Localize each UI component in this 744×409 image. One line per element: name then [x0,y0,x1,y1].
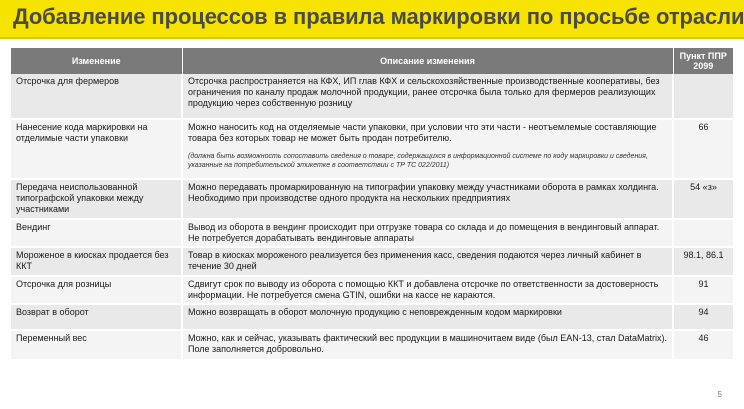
change-cell: Вендинг [11,219,182,247]
point-cell: 46 [673,330,733,360]
description-cell [182,304,673,330]
change-cell: Отсрочка для розницы [11,276,182,304]
table-row [11,247,733,276]
changes-table [11,48,733,361]
page-number: 5 [717,390,722,399]
change-cell: Отсрочка для фермеров [11,74,182,119]
description-cell [182,276,673,304]
description-cell [182,330,673,360]
description-cell [182,74,673,119]
description-text: Можно возвращать в оборот молочную продукцию с неповрежденным кодом маркировки [188,307,562,317]
table-row [11,119,733,179]
table-row [11,74,733,119]
description-note: (должна быть возможность сопоставить сведения о товаре, содержащихся в информационной системе по коду маркировки и сведения, указанные на потребительской этикетке в соответствии с ТР ТС 022/2011) [188,153,648,169]
table-row [11,276,733,304]
description-cell [182,247,673,276]
point-cell [673,74,733,119]
table-row [11,304,733,330]
table-row [11,219,733,247]
description-cell [182,119,673,179]
title-bar [0,0,744,39]
change-cell: Мороженое в киосках продается без ККТ [11,247,182,276]
table-header-row [11,48,733,74]
point-cell: 66 [673,119,733,179]
table-row [11,330,733,360]
point-cell: 54 «з» [673,179,733,219]
change-cell: Возврат в оборот [11,304,182,330]
point-cell: 94 [673,304,733,330]
header-change: Изменение [11,48,182,74]
page-title: Добавление процессов в правила маркировки по просьбе отрасли [13,4,744,29]
change-cell: Переменный вес [11,330,182,360]
description-text: Сдвигут срок по выводу из оборота с помощью ККТ и добавлена отсрочке по ответственности за достоверность информации. Не потребуется смена GTIN, ошибки на кассе не караются. [188,279,659,300]
description-cell [182,179,673,219]
table-row [11,179,733,219]
description-text: Можно наносить код на отделяемые части упаковки, при условии что эти части - неотъемлемые составляющие товара без которых товар не может быть продан потребителю. [188,122,657,143]
description-text: Отсрочка распространяется на КФХ, ИП глав КФХ и сельскохозяйственные производственные кооперативы, без ограничения по каналу продаж молочной продукции, ранее отсрочка была только для фермеров реализующих продукцию через собственную розницу [188,76,660,108]
description-text: Можно, как и сейчас, указывать фактический вес продукции в машиночитаем виде (был EAN-13, стал DataMatrix). Поле заполняется добровольно. [188,333,667,354]
point-cell [673,219,733,247]
header-point: Пункт ППР 2099 [673,48,733,74]
point-cell: 91 [673,276,733,304]
description-text: Вывод из оборота в вендинг происходит при отгрузке товара со склада и до помещения в вендинговый аппарат. Не потребуется дорабатывать вендинговые аппараты [188,222,660,243]
header-description: Описание изменения [182,48,673,74]
description-text: Можно передавать промаркированную на типографии упаковку между участниками оборота в рамках холдинга. Необходимо при производстве одного продукта на нескольких предприятиях [188,182,659,203]
change-cell: Передача неиспользованной типографской упаковки между участниками [11,179,182,219]
point-cell: 98.1, 86.1 [673,247,733,276]
change-cell: Нанесение кода маркировки на отделимые части упаковки [11,119,182,179]
description-text: Товар в киосках мороженого реализуется без применения касс, сведения подаются через личный кабинет в течение 30 дней [188,250,642,271]
description-cell [182,219,673,247]
